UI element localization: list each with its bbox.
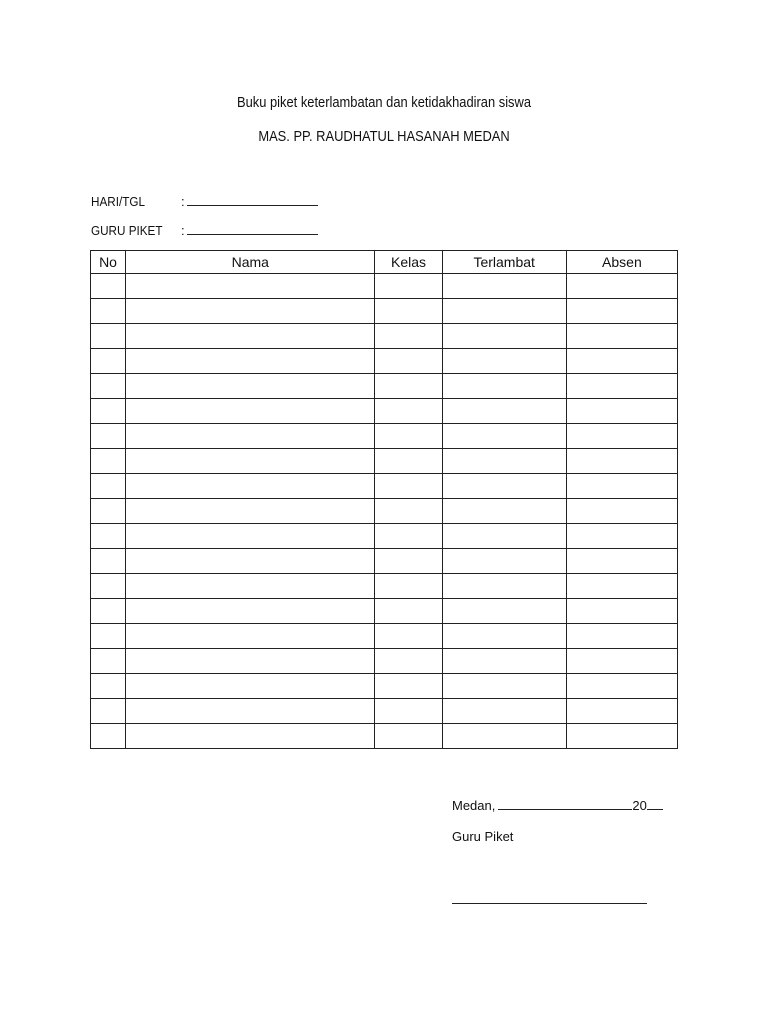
cell-no[interactable] xyxy=(91,424,126,449)
cell-absen[interactable] xyxy=(566,574,677,599)
cell-absen[interactable] xyxy=(566,724,677,749)
cell-no[interactable] xyxy=(91,574,126,599)
header-terlambat: Terlambat xyxy=(442,251,566,274)
school-name: MAS. PP. RAUDHATUL HASANAH MEDAN xyxy=(258,128,510,145)
year-prefix: 20 xyxy=(632,798,647,813)
cell-absen[interactable] xyxy=(566,274,677,299)
cell-kelas[interactable] xyxy=(375,699,442,724)
cell-terlambat[interactable] xyxy=(442,499,566,524)
cell-kelas[interactable] xyxy=(375,399,442,424)
cell-kelas[interactable] xyxy=(375,649,442,674)
teacher-blank-line[interactable] xyxy=(187,223,318,235)
cell-terlambat[interactable] xyxy=(442,274,566,299)
cell-kelas[interactable] xyxy=(375,299,442,324)
cell-terlambat[interactable] xyxy=(442,549,566,574)
cell-nama[interactable] xyxy=(126,374,375,399)
cell-kelas[interactable] xyxy=(375,274,442,299)
cell-terlambat[interactable] xyxy=(442,474,566,499)
cell-absen[interactable] xyxy=(566,674,677,699)
cell-kelas[interactable] xyxy=(375,324,442,349)
cell-absen[interactable] xyxy=(566,624,677,649)
table-row xyxy=(91,499,678,524)
cell-no[interactable] xyxy=(91,274,126,299)
date-label: HARI/TGL xyxy=(91,194,145,209)
cell-terlambat[interactable] xyxy=(442,699,566,724)
teacher-label: GURU PIKET xyxy=(91,223,163,238)
cell-absen[interactable] xyxy=(566,649,677,674)
cell-no[interactable] xyxy=(91,499,126,524)
cell-nama[interactable] xyxy=(126,724,375,749)
cell-nama[interactable] xyxy=(126,424,375,449)
cell-terlambat[interactable] xyxy=(442,624,566,649)
header-nama: Nama xyxy=(126,251,375,274)
table-row xyxy=(91,574,678,599)
cell-no[interactable] xyxy=(91,324,126,349)
cell-no[interactable] xyxy=(91,524,126,549)
cell-terlambat[interactable] xyxy=(442,324,566,349)
table-row xyxy=(91,474,678,499)
cell-nama[interactable] xyxy=(126,299,375,324)
table-row xyxy=(91,599,678,624)
cell-kelas[interactable] xyxy=(375,449,442,474)
signature-line[interactable] xyxy=(452,903,647,904)
date-blank-line[interactable] xyxy=(187,194,318,206)
cell-nama[interactable] xyxy=(126,324,375,349)
attendance-table xyxy=(90,250,678,749)
cell-terlambat[interactable] xyxy=(442,599,566,624)
cell-no[interactable] xyxy=(91,699,126,724)
teacher-field xyxy=(91,223,318,238)
cell-nama[interactable] xyxy=(126,574,375,599)
table-row xyxy=(91,374,678,399)
cell-nama[interactable] xyxy=(126,499,375,524)
table-body xyxy=(91,274,678,749)
cell-absen[interactable] xyxy=(566,449,677,474)
signature-place-date xyxy=(452,798,663,813)
cell-no[interactable] xyxy=(91,349,126,374)
cell-absen[interactable] xyxy=(566,399,677,424)
table-row xyxy=(91,724,678,749)
cell-nama[interactable] xyxy=(126,349,375,374)
cell-no[interactable] xyxy=(91,674,126,699)
cell-kelas[interactable] xyxy=(375,724,442,749)
cell-terlambat[interactable] xyxy=(442,449,566,474)
table-row xyxy=(91,424,678,449)
cell-nama[interactable] xyxy=(126,699,375,724)
cell-no[interactable] xyxy=(91,449,126,474)
cell-kelas[interactable] xyxy=(375,624,442,649)
teacher-colon: : xyxy=(181,223,185,238)
cell-absen[interactable] xyxy=(566,324,677,349)
date-blank-line-sign[interactable] xyxy=(498,798,632,810)
table-row xyxy=(91,299,678,324)
cell-no[interactable] xyxy=(91,399,126,424)
cell-kelas[interactable] xyxy=(375,499,442,524)
cell-nama[interactable] xyxy=(126,524,375,549)
cell-no[interactable] xyxy=(91,624,126,649)
cell-absen[interactable] xyxy=(566,699,677,724)
cell-terlambat[interactable] xyxy=(442,574,566,599)
cell-absen[interactable] xyxy=(566,374,677,399)
cell-absen[interactable] xyxy=(566,474,677,499)
cell-no[interactable] xyxy=(91,474,126,499)
cell-no[interactable] xyxy=(91,549,126,574)
cell-kelas[interactable] xyxy=(375,524,442,549)
place-label: Medan, xyxy=(452,798,496,813)
table-row xyxy=(91,524,678,549)
date-colon: : xyxy=(181,194,185,209)
cell-terlambat[interactable] xyxy=(442,299,566,324)
year-blank-line[interactable] xyxy=(647,798,663,810)
cell-nama[interactable] xyxy=(126,624,375,649)
document-title: Buku piket keterlambatan dan ketidakhadiran siswa xyxy=(236,94,532,111)
table-row xyxy=(91,449,678,474)
header-kelas: Kelas xyxy=(375,251,442,274)
cell-nama[interactable] xyxy=(126,674,375,699)
cell-kelas[interactable] xyxy=(375,474,442,499)
table-row xyxy=(91,399,678,424)
table-row xyxy=(91,674,678,699)
table-row xyxy=(91,649,678,674)
cell-kelas[interactable] xyxy=(375,574,442,599)
cell-absen[interactable] xyxy=(566,299,677,324)
cell-no[interactable] xyxy=(91,299,126,324)
table-header-row xyxy=(91,251,678,274)
cell-terlambat[interactable] xyxy=(442,424,566,449)
header-absen: Absen xyxy=(566,251,677,274)
cell-terlambat[interactable] xyxy=(442,649,566,674)
cell-absen[interactable] xyxy=(566,424,677,449)
header-no: No xyxy=(91,251,126,274)
cell-nama[interactable] xyxy=(126,599,375,624)
cell-nama[interactable] xyxy=(126,449,375,474)
cell-kelas[interactable] xyxy=(375,549,442,574)
cell-absen[interactable] xyxy=(566,599,677,624)
table-row xyxy=(91,549,678,574)
cell-terlambat[interactable] xyxy=(442,674,566,699)
cell-kelas[interactable] xyxy=(375,349,442,374)
cell-absen[interactable] xyxy=(566,524,677,549)
cell-nama[interactable] xyxy=(126,649,375,674)
cell-terlambat[interactable] xyxy=(442,399,566,424)
cell-no[interactable] xyxy=(91,724,126,749)
cell-terlambat[interactable] xyxy=(442,724,566,749)
table-row xyxy=(91,324,678,349)
cell-kelas[interactable] xyxy=(375,599,442,624)
table-row xyxy=(91,624,678,649)
cell-absen[interactable] xyxy=(566,499,677,524)
cell-no[interactable] xyxy=(91,374,126,399)
cell-terlambat[interactable] xyxy=(442,524,566,549)
cell-nama[interactable] xyxy=(126,274,375,299)
table-row xyxy=(91,699,678,724)
signature-role: Guru Piket xyxy=(452,829,514,844)
cell-no[interactable] xyxy=(91,599,126,624)
cell-nama[interactable] xyxy=(126,474,375,499)
cell-kelas[interactable] xyxy=(375,424,442,449)
cell-kelas[interactable] xyxy=(375,374,442,399)
cell-kelas[interactable] xyxy=(375,674,442,699)
cell-terlambat[interactable] xyxy=(442,374,566,399)
cell-absen[interactable] xyxy=(566,349,677,374)
cell-no[interactable] xyxy=(91,649,126,674)
cell-nama[interactable] xyxy=(126,549,375,574)
cell-nama[interactable] xyxy=(126,399,375,424)
table-row xyxy=(91,274,678,299)
table-row xyxy=(91,349,678,374)
cell-absen[interactable] xyxy=(566,549,677,574)
date-field xyxy=(91,194,318,209)
cell-terlambat[interactable] xyxy=(442,349,566,374)
